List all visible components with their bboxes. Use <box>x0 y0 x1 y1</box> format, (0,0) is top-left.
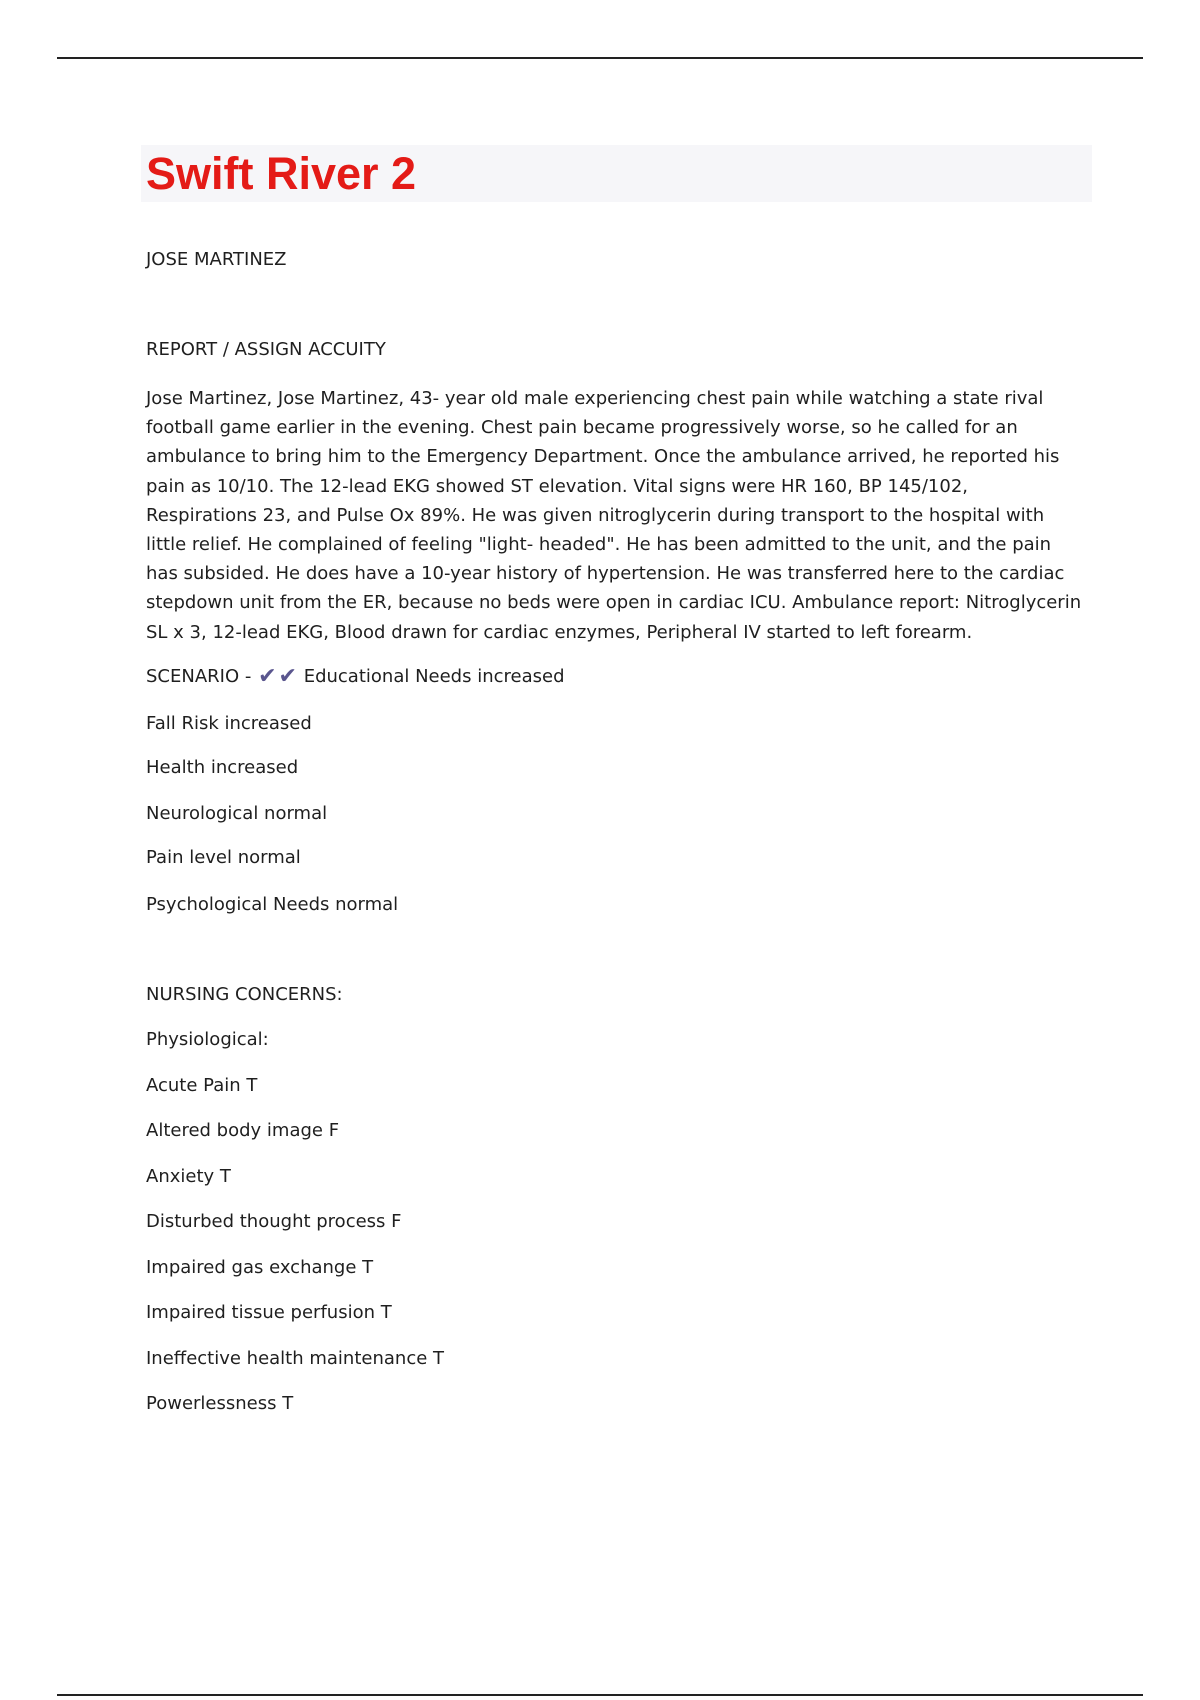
scenario-line <box>146 666 565 688</box>
nursing-concerns-heading: NURSING CONCERNS: <box>146 984 343 1005</box>
concern-item: Anxiety T <box>146 1166 231 1187</box>
report-heading: REPORT / ASSIGN ACCUITY <box>146 339 386 360</box>
scenario-item: Fall Risk increased <box>146 713 312 734</box>
scenario-item: Health increased <box>146 757 299 778</box>
concern-item: Impaired gas exchange T <box>146 1257 374 1278</box>
concern-item: Altered body image F <box>146 1120 340 1141</box>
top-rule <box>57 57 1143 59</box>
patient-name: JOSE MARTINEZ <box>146 249 287 270</box>
scenario-item: Psychological Needs normal <box>146 894 399 915</box>
scenario-first-item: Educational Needs increased <box>303 666 565 687</box>
concern-item: Ineffective health maintenance T <box>146 1348 445 1369</box>
report-paragraph: Jose Martinez, Jose Martinez, 43- year old male experiencing chest pain while watching a state rival football game earlier in the evening. Chest pain became progressively worse, so he called for an ambulance to bring him to the Emergency Department. Once the ambulance arrived, he reported his pain as 10/10. The 12-lead EKG showed ST elevation. Vital signs were HR 160, BP 145/102, Respirations 23, and Pulse Ox 89%. He was given nitroglycerin during transport to the hospital with little relief. He complained of feeling "light- headed". He has been admitted to the unit, and the pain has subsided. He does have a 10-year history of hypertension. He was transferred here to the cardiac stepdown unit from the ER, because no beds were open in cardiac ICU. Ambulance report: Nitroglycerin SL x 3, 12-lead EKG, Blood drawn for cardiac enzymes, Peripheral IV started to left forearm. <box>146 388 1082 643</box>
document-title: Swift River 2 <box>146 148 417 199</box>
scenario-item: Pain level normal <box>146 847 301 868</box>
concern-item: Disturbed thought process F <box>146 1211 402 1232</box>
concern-item: Acute Pain T <box>146 1075 258 1096</box>
concern-item: Powerlessness T <box>146 1393 294 1414</box>
bottom-rule <box>57 1694 1143 1696</box>
checkmark-icon: ✔ <box>278 664 297 689</box>
checkmark-icon: ✔ <box>258 664 277 689</box>
scenario-item: Neurological normal <box>146 803 328 824</box>
scenario-label: SCENARIO - <box>146 666 252 687</box>
physiological-heading: Physiological: <box>146 1029 269 1050</box>
concern-item: Impaired tissue perfusion T <box>146 1302 392 1323</box>
